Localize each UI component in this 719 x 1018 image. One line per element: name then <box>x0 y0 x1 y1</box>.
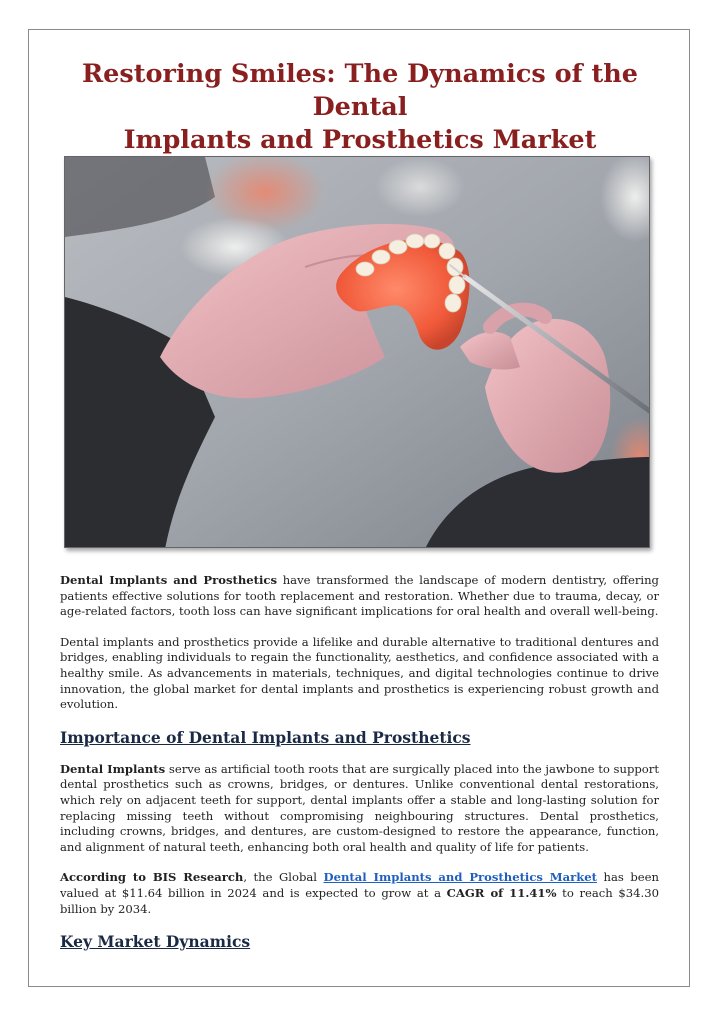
intro-text: have transformed the landscape of modern dentistry, offering patients effective solutions for tooth replacement and restoration. Whether due to trauma, decay, or age-related factors, tooth loss can have significant implications for oral health and overall well-being. <box>60 573 659 619</box>
market-paragraph <box>60 870 659 917</box>
intro-bold: Dental Implants and Prosthetics <box>60 573 277 587</box>
title-line-1: Restoring Smiles: The Dynamics of the Dental <box>81 59 638 122</box>
section-heading-importance: Importance of Dental Implants and Prosthetics <box>60 727 471 747</box>
intro-paragraph <box>60 573 659 620</box>
market-text-2: has been valued at $11.64 billion in 2024 and is expected to grow at a <box>60 870 659 900</box>
market-text-1: , the Global <box>243 870 324 885</box>
importance-paragraph <box>60 762 659 856</box>
article-body <box>60 573 659 966</box>
page-title <box>60 58 660 157</box>
cagr-bold: CAGR of 11.41% <box>446 885 557 900</box>
source-bold: According to BIS Research <box>60 870 244 885</box>
title-line-2: Implants and Prosthetics Market <box>123 125 597 155</box>
market-report-link[interactable]: Dental Implants and Prosthetics Market <box>323 870 598 885</box>
importance-text: serve as artificial tooth roots that are surgically placed into the jawbone to support dental prosthetics such as crowns, bridges, or dentures. Unlike conventional dental restorations, which rely on adjacent teeth for support, dental implants offer a stable and long-lasting solution for replacing missing teeth without compromising neighbouring structures. Dental prosthetics, including crowns, bridges, and dentures, are custom-designed to restore the appearance, function, and alignment of natural teeth, enhancing both oral health and quality of life for patients. <box>60 761 659 854</box>
section-heading-dynamics: Key Market Dynamics <box>60 932 251 952</box>
importance-bold: Dental Implants <box>60 761 166 776</box>
hero-image <box>64 156 650 548</box>
second-paragraph: Dental implants and prosthetics provide a lifelike and durable alternative to traditional dentures and bridges, enabling individuals to regain the functionality, aesthetics, and confidence associated with a healthy smile. As advancements in materials, techniques, and digital technologies continue to drive innovation, the global market for dental implants and prosthetics is experiencing robust growth and evolution. <box>60 634 659 712</box>
market-text-3: to reach $34.30 billion by 2034. <box>60 885 659 916</box>
